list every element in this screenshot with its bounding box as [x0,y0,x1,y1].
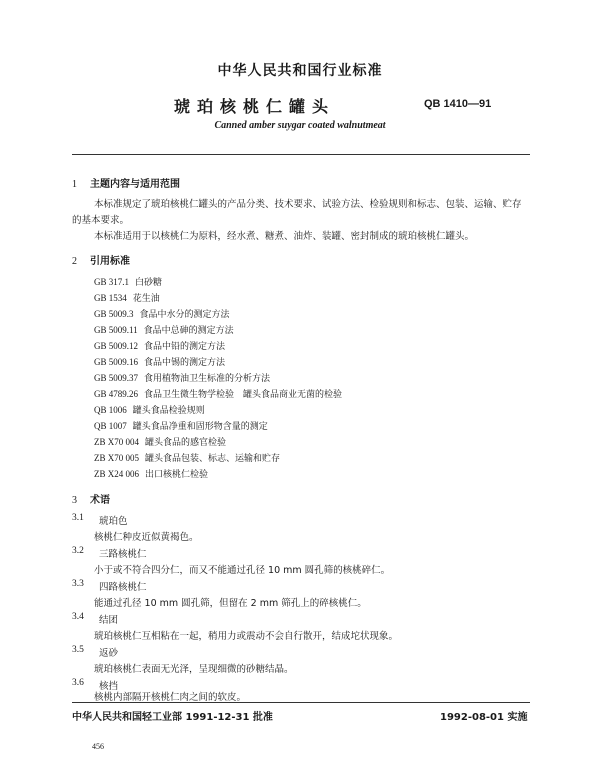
reference-item [94,451,280,464]
reference-title: 食品中铅的测定方法 [144,342,226,352]
reference-title: 出口核桃仁检验 [145,470,209,480]
reference-code: GB 5009.11 [94,325,138,335]
reference-item [94,467,208,480]
reference-code: QB 1007 [94,421,127,431]
reference-code: GB 317.1 [94,277,130,287]
term-definition: 琥珀核桃仁互相粘在一起，稍用力或震动不会自行散开，结成坨状现象。 [94,631,399,642]
english-title: Canned amber suygar coated walnutmeat [214,120,386,131]
reference-code: ZB X24 006 [94,469,139,479]
reference-item [94,355,225,368]
section-3-number: 3 [72,495,77,506]
section-1-title: 主题内容与适用范围 [90,179,180,190]
reference-item [94,307,230,320]
reference-item [94,275,162,288]
standard-code: QB 1410—91 [424,98,492,110]
implementation-date: 1992-08-01 实施 [440,712,528,723]
reference-title: 食品卫生微生物学检验 罐头食品商业无菌的检验 [144,390,343,400]
reference-code: ZB X70 005 [94,453,139,463]
section-2-number: 2 [72,256,77,267]
section-1-para-1-line-1: 本标准规定了琥珀核桃仁罐头的产品分类、技术要求、试验方法、检验规则和标志、包装、运输、贮存 [94,199,522,210]
section-1-para-1-line-2: 的基本要求。 [72,215,130,226]
reference-item [94,435,226,448]
term-number: 3.4 [72,612,84,622]
term-definition: 琥珀核桃仁表面无光泽，呈现细微的砂糖结晶。 [94,664,294,675]
term-definition: 小于或不符合四分仁，而又不能通过孔径 10 mm 圆孔筛的核桃碎仁。 [94,565,391,576]
term-name: 核挡 [99,681,119,692]
reference-code: GB 1534 [94,293,127,303]
section-2-heading [72,252,130,267]
term-name: 三路核桃仁 [99,549,147,560]
reference-code: GB 5009.3 [94,309,134,319]
reference-code: ZB X70 004 [94,437,139,447]
bottom-divider [72,702,530,703]
term-definition: 能通过孔径 10 mm 圆孔筛，但留在 2 mm 筛孔上的碎核桃仁。 [94,598,367,609]
reference-item [94,419,268,432]
reference-item [94,387,342,400]
reference-title: 食品中锡的测定方法 [144,358,226,368]
reference-title: 罐头食品净重和固形物含量的测定 [132,422,268,432]
reference-title: 罐头食品包装、标志、运输和贮存 [145,454,281,464]
section-1-para-2: 本标准适用于以核桃仁为原料，经水煮、糖煮、油炸、装罐、密封制成的琥珀核桃仁罐头。 [94,231,475,242]
reference-title: 罐头食品检验规则 [132,406,205,416]
reference-code: GB 5009.12 [94,341,139,351]
reference-title: 食品中水分的测定方法 [139,310,230,320]
reference-code: GB 5009.37 [94,373,139,383]
reference-item [94,371,270,384]
term-definition: 核桃仁种皮近似黄褐色。 [94,532,199,543]
approval-line: 中华人民共和国轻工业部 1991-12-31 批准 [72,712,273,723]
term-number: 3.3 [72,579,84,589]
term-name: 琥珀色 [99,516,128,527]
reference-item [94,291,160,304]
section-1-number: 1 [72,179,77,190]
reference-item [94,403,205,416]
standard-org-header: 中华人民共和国行业标准 [217,63,383,79]
reference-title: 花生油 [132,294,160,304]
page-number: 456 [92,742,104,751]
term-definition: 核桃内部隔开核桃仁肉之间的软皮。 [94,692,247,703]
reference-code: GB 4789.26 [94,389,139,399]
reference-item [94,339,225,352]
section-3-title: 术语 [90,495,110,506]
term-name: 结团 [99,615,119,626]
top-divider [72,154,530,155]
term-name: 返砂 [99,648,119,659]
section-1-heading [72,175,180,190]
reference-title: 罐头食品的感官检验 [145,438,227,448]
section-2-title: 引用标准 [90,256,130,267]
reference-code: GB 5009.16 [94,357,139,367]
term-number: 3.6 [72,678,84,688]
reference-item [94,323,234,336]
section-3-heading [72,491,110,506]
term-name: 四路核桃仁 [99,582,147,593]
reference-code: QB 1006 [94,405,127,415]
term-number: 3.1 [72,513,84,523]
reference-title: 食品中总砷的测定方法 [143,326,234,336]
document-title: 琥珀核桃仁罐头 [174,97,336,116]
term-number: 3.5 [72,645,84,655]
reference-title: 白砂糖 [135,278,163,288]
term-number: 3.2 [72,546,84,556]
reference-title: 食用植物油卫生标准的分析方法 [144,374,271,384]
